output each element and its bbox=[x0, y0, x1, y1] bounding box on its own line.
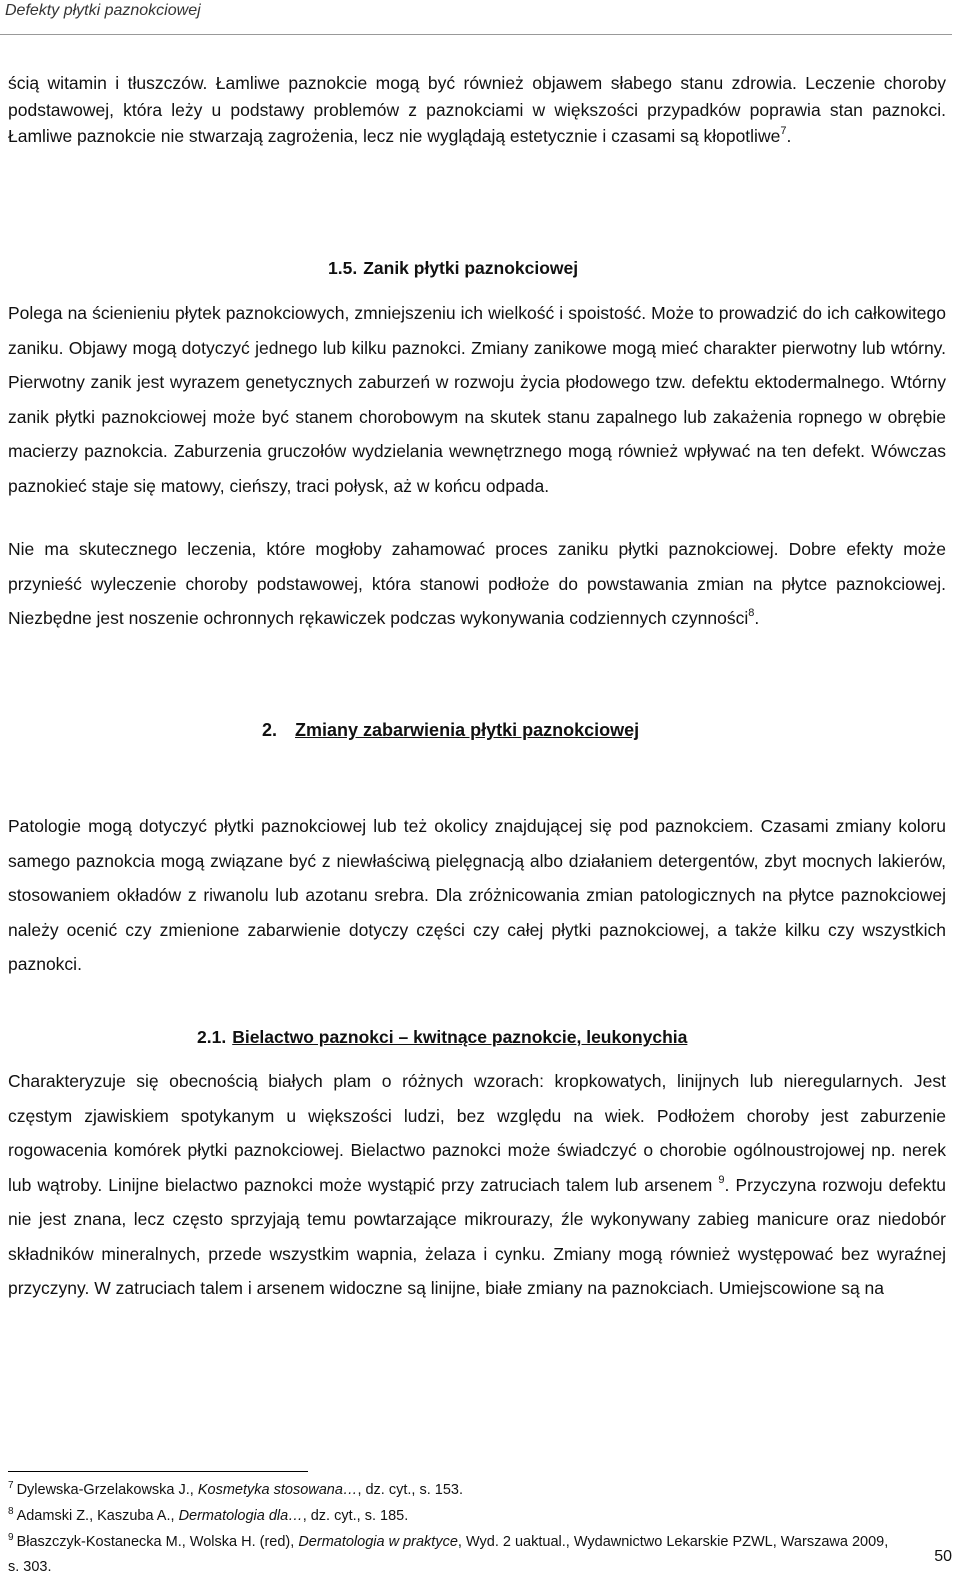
section-heading-2 bbox=[262, 720, 639, 741]
footnote-citation: , dz. cyt., s. 185. bbox=[302, 1508, 409, 1524]
paragraph-treatment bbox=[8, 532, 946, 636]
footnote-number: 7 bbox=[8, 1480, 14, 1492]
paragraph-end: . bbox=[786, 126, 792, 146]
footnote-ref: 9 bbox=[718, 1173, 725, 1186]
page-number: 50 bbox=[934, 1548, 952, 1565]
footnote-citation: , dz. cyt., s. 153. bbox=[357, 1482, 464, 1498]
heading-number: 1.5. bbox=[328, 258, 358, 278]
footnote-title: Kosmetyka stosowana… bbox=[197, 1482, 358, 1498]
footnote-ref: 7 bbox=[780, 125, 787, 138]
paragraph-nail-atrophy: Polega na ścienieniu płytek paznokciowych, zmniejszeniu ich wielkość i spoistość. Może to prowadzić do ich całkowitego zaniku. Objawy mogą dotyczyć jednego lub kilku paznokci. Zmiany zanikowe mogą mieć charakter pierwotny lub wtórny. Pierwotny zanik jest wyrazem genetycznych zaburzeń w rozwoju życia płodowego tzw. defektu ektodermalnego. Wtórny zanik płytki paznokciowej może być stanem chorobowym na skutek stanu zapalnego lub zakażenia ropnego w obrębie macierzy paznokcia. Zaburzenia gruczołów wydzielania wewnętrznego mogą również wpływać na ten defekt. Wówczas paznokieć staje się matowy, cieńszy, traci połysk, aż w końcu odpada. bbox=[8, 303, 946, 496]
heading-title: Zanik płytki paznokciowej bbox=[363, 258, 579, 278]
footnote-divider bbox=[8, 1471, 308, 1472]
paragraph-text: ścią witamin i tłuszczów. Łamliwe paznokcie mogą być również objawem słabego stanu zdrowia. Leczenie choroby podstawowej, która leży u podstawy problemów z paznokciami w większości przypadków poprawia stan paznokci. Łamliwe paznokcie nie stwarzają zagrożenia, lecz nie wyglądają estetycznie i czasami są kłopotliwe bbox=[8, 73, 946, 146]
section-heading-1-5 bbox=[328, 258, 578, 279]
footnote-number: 9 bbox=[8, 1532, 14, 1544]
footnote-7 bbox=[8, 1478, 938, 1503]
footnote-number: 8 bbox=[8, 1506, 14, 1518]
paragraph-text: Nie ma skutecznego leczenia, które mogłoby zahamować proces zaniku płytki paznokciowej. Dobre efekty może przynieść wyleczenie choroby podstawowej, która stanowi podłoże do powstawania zmian na płytce paznokciowej. Niezbędne jest noszenie ochronnych rękawiczek podczas wykonywania codziennych czynności bbox=[8, 539, 946, 628]
paragraph-end: . bbox=[754, 608, 760, 628]
heading-number: 2. bbox=[262, 720, 278, 740]
footnote-author: Błaszczyk-Kostanecka M., Wolska H. (red), bbox=[16, 1534, 299, 1550]
footnote-ref: 8 bbox=[748, 607, 755, 620]
footnote-title: Dermatologia dla… bbox=[178, 1508, 303, 1524]
footnote-8 bbox=[8, 1504, 938, 1529]
footnote-citation: , Wyd. 2 uaktual., Wydawnictwo Lekarskie PZWL, Warszawa 2009, s. 303. bbox=[8, 1534, 889, 1575]
section-heading-2-1 bbox=[197, 1027, 687, 1048]
footnote-title: Dermatologia w praktyce bbox=[298, 1534, 458, 1550]
footnote-9 bbox=[8, 1530, 898, 1580]
paragraph-discoloration: Patologie mogą dotyczyć płytki paznokciowej lub też okolicy znajdującej się pod paznokciem. Czasami zmiany koloru samego paznokcia mogą związane być z niewłaściwą pielęgnacją albo działaniem detergentów, zbyt mocnych lakierów, stosowaniem okładów z riwanolu lub azotanu srebra. Dla zróżnicowania zmian patologicznych na płytce paznokciowej należy ocenić czy zmienione zabarwienie dotyczy części czy całej płytki paznokciowej, a także kilku czy wszystkich paznokci. bbox=[8, 816, 946, 974]
heading-title: Zmiany zabarwienia płytki paznokciowej bbox=[295, 720, 640, 740]
running-header: Defekty płytki paznokciowej bbox=[5, 2, 201, 19]
heading-number: 2.1. bbox=[197, 1027, 227, 1047]
paragraph-text: Charakteryzuje się obecnością białych plam o różnych wzorach: kropkowatych, linijnych lub nieregularnych. Jest częstym zjawiskiem spotykanym u większości ludzi, bez względu na wiek. Podłożem choroby jest zaburzenie rogowacenia komórek płytki paznokciowej. Bielactwo paznokci może świadczyć o chorobie ogólnoustrojowej np. nerek lub wątroby. Linijne bielactwo paznokci może wystąpić przy zatruciach talem lub arsenem bbox=[8, 1071, 946, 1195]
footnote-author: Adamski Z., Kaszuba A., bbox=[16, 1508, 179, 1524]
paragraph-intro-continuation bbox=[8, 70, 946, 150]
paragraph-text-cont: . Przyczyna rozwoju defektu nie jest znana, lecz często sprzyjają temu powtarzające mikrourazy, źle wykonywany zabieg manicure oraz niedobór składników mineralnych, przede wszystkim wapnia, żelaza i cynku. Zmiany mogą również występować bez wyraźnej przyczyny. W zatruciach talem i arsenem widoczne są linijne, białe zmiany na paznokciach. Umiejscowione są na bbox=[8, 1174, 946, 1298]
heading-title: Bielactwo paznokci – kwitnące paznokcie, leukonychia bbox=[232, 1027, 688, 1047]
footnote-author: Dylewska-Grzelakowska J., bbox=[16, 1482, 198, 1498]
header-divider bbox=[0, 34, 952, 35]
paragraph-leukonychia bbox=[8, 1064, 946, 1306]
